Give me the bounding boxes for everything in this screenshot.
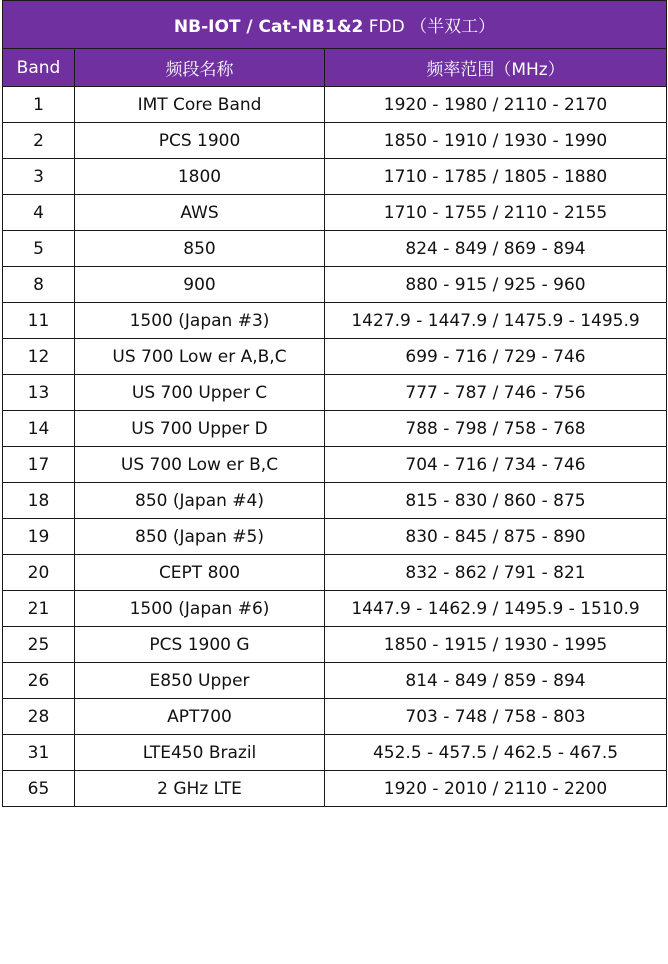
table-row xyxy=(3,447,667,483)
cell-band: 13 xyxy=(3,375,75,411)
cell-band: 18 xyxy=(3,483,75,519)
cell-name: 850 xyxy=(75,231,325,267)
cell-range: 703 - 748 / 758 - 803 xyxy=(325,699,667,735)
cell-band: 28 xyxy=(3,699,75,735)
cell-range: 452.5 - 457.5 / 462.5 - 467.5 xyxy=(325,735,667,771)
cell-band: 21 xyxy=(3,591,75,627)
column-header-name: 频段名称 xyxy=(75,49,325,87)
table-row xyxy=(3,771,667,807)
cell-name: 1500 (Japan #6) xyxy=(75,591,325,627)
cell-range: 830 - 845 / 875 - 890 xyxy=(325,519,667,555)
band-table xyxy=(2,0,667,807)
column-header-range: 频率范围（MHz） xyxy=(325,49,667,87)
cell-range: 1710 - 1755 / 2110 - 2155 xyxy=(325,195,667,231)
column-header-band: Band xyxy=(3,49,75,87)
cell-band: 19 xyxy=(3,519,75,555)
table-title-rest: FDD （半双工） xyxy=(363,17,496,37)
cell-name: E850 Upper xyxy=(75,663,325,699)
cell-name: 900 xyxy=(75,267,325,303)
cell-name: LTE450 Brazil xyxy=(75,735,325,771)
cell-name: 850 (Japan #4) xyxy=(75,483,325,519)
cell-name: AWS xyxy=(75,195,325,231)
cell-band: 31 xyxy=(3,735,75,771)
table-row xyxy=(3,519,667,555)
cell-range: 704 - 716 / 734 - 746 xyxy=(325,447,667,483)
cell-band: 12 xyxy=(3,339,75,375)
table-row xyxy=(3,159,667,195)
cell-range: 880 - 915 / 925 - 960 xyxy=(325,267,667,303)
table-row xyxy=(3,411,667,447)
cell-name: PCS 1900 G xyxy=(75,627,325,663)
table-row xyxy=(3,195,667,231)
table-row xyxy=(3,87,667,123)
cell-name: CEPT 800 xyxy=(75,555,325,591)
cell-range: 788 - 798 / 758 - 768 xyxy=(325,411,667,447)
table-row xyxy=(3,555,667,591)
table-row xyxy=(3,591,667,627)
cell-range: 1920 - 1980 / 2110 - 2170 xyxy=(325,87,667,123)
band-table-container xyxy=(2,0,666,964)
cell-band: 2 xyxy=(3,123,75,159)
cell-name: US 700 Upper C xyxy=(75,375,325,411)
cell-name: US 700 Low er B,C xyxy=(75,447,325,483)
cell-range: 814 - 849 / 859 - 894 xyxy=(325,663,667,699)
cell-band: 11 xyxy=(3,303,75,339)
cell-range: 824 - 849 / 869 - 894 xyxy=(325,231,667,267)
cell-range: 777 - 787 / 746 - 756 xyxy=(325,375,667,411)
cell-range: 832 - 862 / 791 - 821 xyxy=(325,555,667,591)
table-row xyxy=(3,483,667,519)
table-row xyxy=(3,339,667,375)
column-header-row xyxy=(3,49,667,87)
cell-name: PCS 1900 xyxy=(75,123,325,159)
cell-range: 1710 - 1785 / 1805 - 1880 xyxy=(325,159,667,195)
table-row xyxy=(3,735,667,771)
table-row xyxy=(3,663,667,699)
cell-band: 5 xyxy=(3,231,75,267)
table-row xyxy=(3,267,667,303)
table-title-bold: NB-IOT / Cat-NB1&2 xyxy=(173,17,364,37)
cell-range: 1850 - 1910 / 1930 - 1990 xyxy=(325,123,667,159)
cell-band: 4 xyxy=(3,195,75,231)
cell-range: 1850 - 1915 / 1930 - 1995 xyxy=(325,627,667,663)
table-row xyxy=(3,699,667,735)
cell-name: IMT Core Band xyxy=(75,87,325,123)
cell-range: 1427.9 - 1447.9 / 1475.9 - 1495.9 xyxy=(325,303,667,339)
cell-name: 2 GHz LTE xyxy=(75,771,325,807)
cell-range: 815 - 830 / 860 - 875 xyxy=(325,483,667,519)
cell-name: US 700 Upper D xyxy=(75,411,325,447)
cell-name: 850 (Japan #5) xyxy=(75,519,325,555)
table-title xyxy=(3,1,667,49)
cell-name: APT700 xyxy=(75,699,325,735)
table-row xyxy=(3,375,667,411)
cell-name: US 700 Low er A,B,C xyxy=(75,339,325,375)
cell-band: 25 xyxy=(3,627,75,663)
table-row xyxy=(3,627,667,663)
table-row xyxy=(3,303,667,339)
cell-band: 20 xyxy=(3,555,75,591)
table-row xyxy=(3,231,667,267)
cell-band: 17 xyxy=(3,447,75,483)
table-title-row xyxy=(3,1,667,49)
table-row xyxy=(3,123,667,159)
cell-band: 26 xyxy=(3,663,75,699)
cell-band: 8 xyxy=(3,267,75,303)
cell-band: 3 xyxy=(3,159,75,195)
cell-band: 65 xyxy=(3,771,75,807)
cell-range: 1447.9 - 1462.9 / 1495.9 - 1510.9 xyxy=(325,591,667,627)
cell-band: 14 xyxy=(3,411,75,447)
cell-name: 1500 (Japan #3) xyxy=(75,303,325,339)
cell-range: 699 - 716 / 729 - 746 xyxy=(325,339,667,375)
cell-name: 1800 xyxy=(75,159,325,195)
cell-band: 1 xyxy=(3,87,75,123)
cell-range: 1920 - 2010 / 2110 - 2200 xyxy=(325,771,667,807)
